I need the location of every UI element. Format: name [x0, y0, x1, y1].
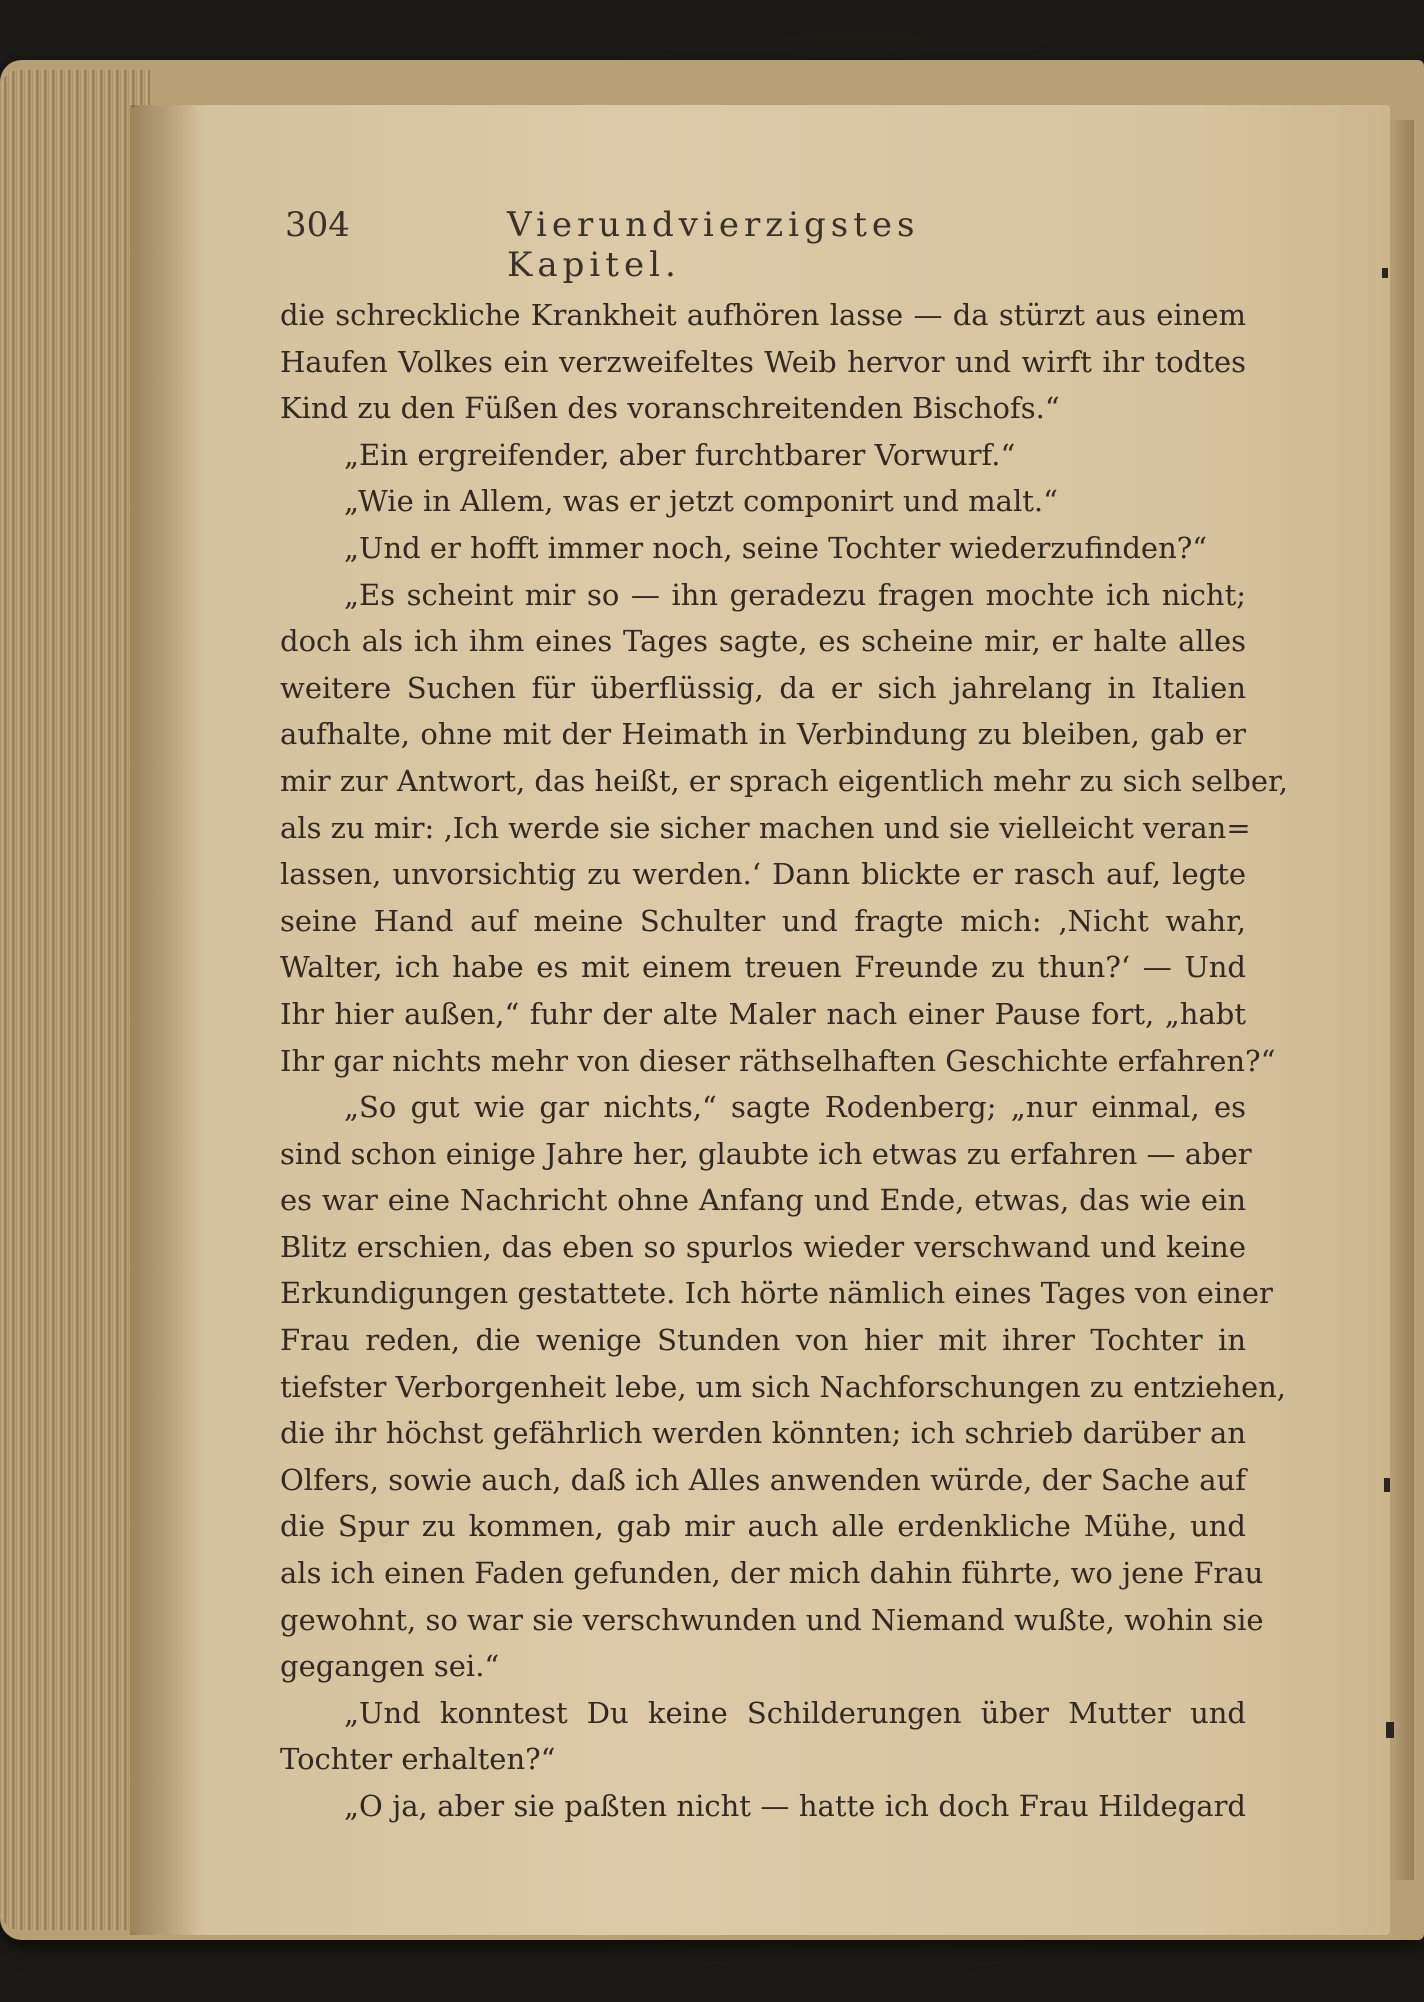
text-line: lassen, unvorsichtig zu werden.‘ Dann blickte er rasch auf, legte: [280, 857, 1246, 892]
text-line: Frau reden, die wenige Stunden von hier mit ihrer Tochter in: [280, 1323, 1246, 1358]
text-line: aufhalte, ohne mit der Heimath in Verbindung zu bleiben, gab er: [280, 717, 1246, 752]
text-line: doch als ich ihm eines Tages sagte, es scheine mir, er halte alles: [280, 624, 1246, 659]
text-line: Erkundigungen gestattete. Ich hörte nämlich eines Tages von einer: [280, 1276, 1273, 1311]
text-line: Tochter erhalten?“: [280, 1742, 556, 1777]
margin-mark: [1386, 1722, 1394, 1738]
page-gutter: [130, 105, 200, 1935]
text-line: die Spur zu kommen, gab mir auch alle erdenkliche Mühe, und: [280, 1509, 1246, 1544]
body-text: [280, 292, 1288, 1830]
page-header: [285, 205, 1075, 285]
text-line: „Und er hofft immer noch, seine Tochter wiederzufinden?“: [344, 530, 1208, 565]
text-line: „Es scheint mir so — ihn geradezu fragen mochte ich nicht;: [344, 577, 1246, 612]
text-line: die schreckliche Krankheit aufhören lasse — da stürzt aus einem: [280, 298, 1246, 332]
text-line: „O ja, aber sie paßten nicht — hatte ich doch Frau Hildegard: [344, 1789, 1246, 1823]
running-title: Vierundvierzigstes Kapitel.: [507, 205, 920, 285]
text-line: „Wie in Allem, was er jetzt componirt und malt.“: [344, 484, 1058, 519]
text-line: „So gut wie gar nichts,“ sagte Rodenberg; „nur einmal, es: [344, 1090, 1246, 1125]
page-right-edge: [1390, 120, 1414, 1880]
text-line: weitere Suchen für überflüssig, da er sich jahrelang in Italien: [280, 670, 1246, 705]
page-number: 304: [285, 205, 350, 245]
margin-mark: [1384, 1478, 1390, 1492]
text-line: Olfers, sowie auch, daß ich Alles anwenden würde, der Sache auf: [280, 1462, 1246, 1497]
text-line: Kind zu den Füßen des voranschreitenden Bischofs.“: [280, 391, 1060, 426]
text-line: „Und konntest Du keine Schilderungen über Mutter und: [344, 1695, 1246, 1730]
page-edges: [0, 70, 150, 1930]
text-line: mir zur Antwort, das heißt, er sprach eigentlich mehr zu sich selber,: [280, 763, 1288, 798]
text-line: gegangen sei.“: [280, 1649, 500, 1684]
margin-mark: [1382, 268, 1388, 278]
text-line: es war eine Nachricht ohne Anfang und Ende, etwas, das wie ein: [280, 1183, 1246, 1218]
text-line: „Ein ergreifender, aber furchtbarer Vorwurf.“: [344, 437, 1016, 472]
text-line: Ihr gar nichts mehr von dieser räthselhaften Geschichte erfahren?“: [280, 1043, 1276, 1078]
text-line: als zu mir: ‚Ich werde sie sicher machen und sie vielleicht veran=: [280, 810, 1251, 845]
text-line: tiefster Verborgenheit lebe, um sich Nachforschungen zu entziehen,: [280, 1369, 1287, 1404]
text-line: sind schon einige Jahre her, glaubte ich etwas zu erfahren — aber: [280, 1136, 1252, 1171]
text-line: seine Hand auf meine Schulter und fragte mich: ‚Nicht wahr,: [280, 903, 1246, 938]
text-line: gewohnt, so war sie verschwunden und Niemand wußte, wohin sie: [280, 1602, 1264, 1637]
text-line: Walter, ich habe es mit einem treuen Freunde zu thun?‘ — Und: [280, 950, 1246, 985]
text-line: Haufen Volkes ein verzweifeltes Weib hervor und wirft ihr todtes: [280, 344, 1246, 379]
text-line: Blitz erschien, das eben so spurlos wieder verschwand und keine: [280, 1229, 1246, 1264]
text-line: als ich einen Faden gefunden, der mich dahin führte, wo jene Frau: [280, 1556, 1264, 1591]
text-line: Ihr hier außen,“ fuhr der alte Maler nach einer Pause fort, „habt: [280, 996, 1246, 1031]
text-line: die ihr höchst gefährlich werden könnten; ich schrieb darüber an: [280, 1416, 1246, 1451]
